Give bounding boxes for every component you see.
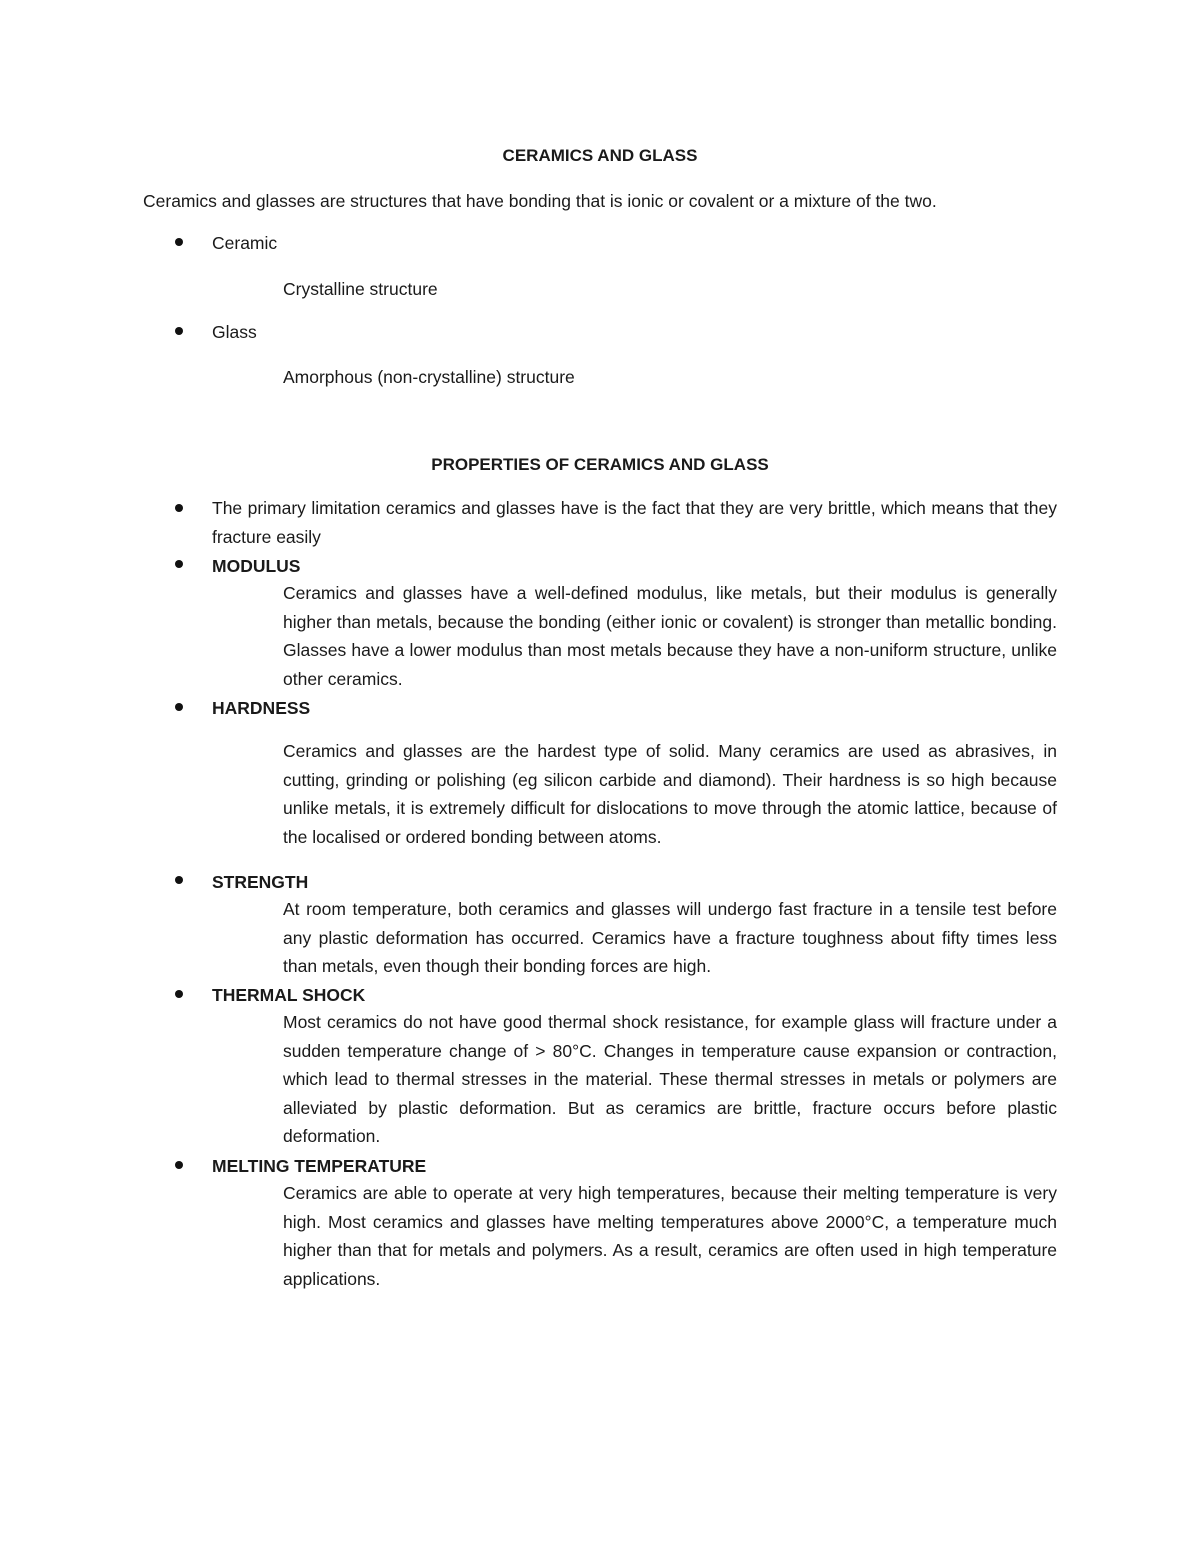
bullet-icon (175, 703, 183, 711)
bullet-icon (175, 1161, 183, 1169)
property-heading-thermal-shock: THERMAL SHOCK (212, 985, 366, 1005)
property-heading-strength: STRENGTH (212, 872, 309, 892)
bullet-icon (175, 238, 183, 246)
property-text-thermal-shock: Most ceramics do not have good thermal shock resistance, for example glass will fracture under a sudden temperature change of > 80°C. Changes in temperature cause expansion or contraction, which lead to thermal stresses in the material. These thermal stresses in metals or polymers are alleviated by plastic deformation. But as ceramics are brittle, fracture occurs before plastic deformation. (283, 1012, 1057, 1146)
intro-text: Ceramics and glasses are structures that have bonding that is ionic or covalent or a mixture of the two. (143, 191, 937, 211)
bullet-icon (175, 876, 183, 884)
property-text-hardness: Ceramics and glasses are the hardest type of solid. Many ceramics are used as abrasives, in cutting, grinding or polishing (eg silicon carbide and diamond). Their hardness is so high because unlike metals, it is extremely difficult for dislocations to move through the atomic lattice, because of the localised or ordered bonding between atoms. (283, 741, 1057, 847)
property-text-strength: At room temperature, both ceramics and glasses will undergo fast fracture in a tensile test before any plastic deformation has occurred. Ceramics have a fracture toughness about fifty times less than metals, even though their bonding forces are high. (283, 899, 1057, 976)
properties-title: PROPERTIES OF CERAMICS AND GLASS (431, 455, 769, 474)
property-heading-modulus: MODULUS (212, 556, 301, 576)
property-heading-melting-temperature: MELTING TEMPERATURE (212, 1156, 427, 1176)
bullet-icon (175, 560, 183, 568)
bullet-icon (175, 990, 183, 998)
type-ceramic-desc: Crystalline structure (283, 279, 438, 299)
type-glass-desc: Amorphous (non-crystalline) structure (283, 367, 575, 387)
type-ceramic-label: Ceramic (212, 233, 278, 253)
bullet-icon (175, 327, 183, 335)
property-text-melting-temperature: Ceramics are able to operate at very high temperatures, because their melting temperature is very high. Most ceramics and glasses have melting temperatures above 2000°C, a temperature much higher than that for metals and polymers. As a result, ceramics are often used in high temperature applications. (283, 1183, 1057, 1289)
type-glass-label: Glass (212, 322, 257, 342)
bullet-icon (175, 504, 183, 512)
property-heading-hardness: HARDNESS (212, 698, 311, 718)
properties-intro: The primary limitation ceramics and glasses have is the fact that they are very brittle, which means that they fracture easily (212, 498, 1057, 547)
property-text-modulus: Ceramics and glasses have a well-defined modulus, like metals, but their modulus is generally higher than metals, because the bonding (either ionic or covalent) is stronger than metallic bonding. Glasses have a lower modulus than most metals because they have a non-uniform structure, unlike other ceramics. (283, 583, 1057, 689)
document-title: CERAMICS AND GLASS (502, 146, 698, 165)
